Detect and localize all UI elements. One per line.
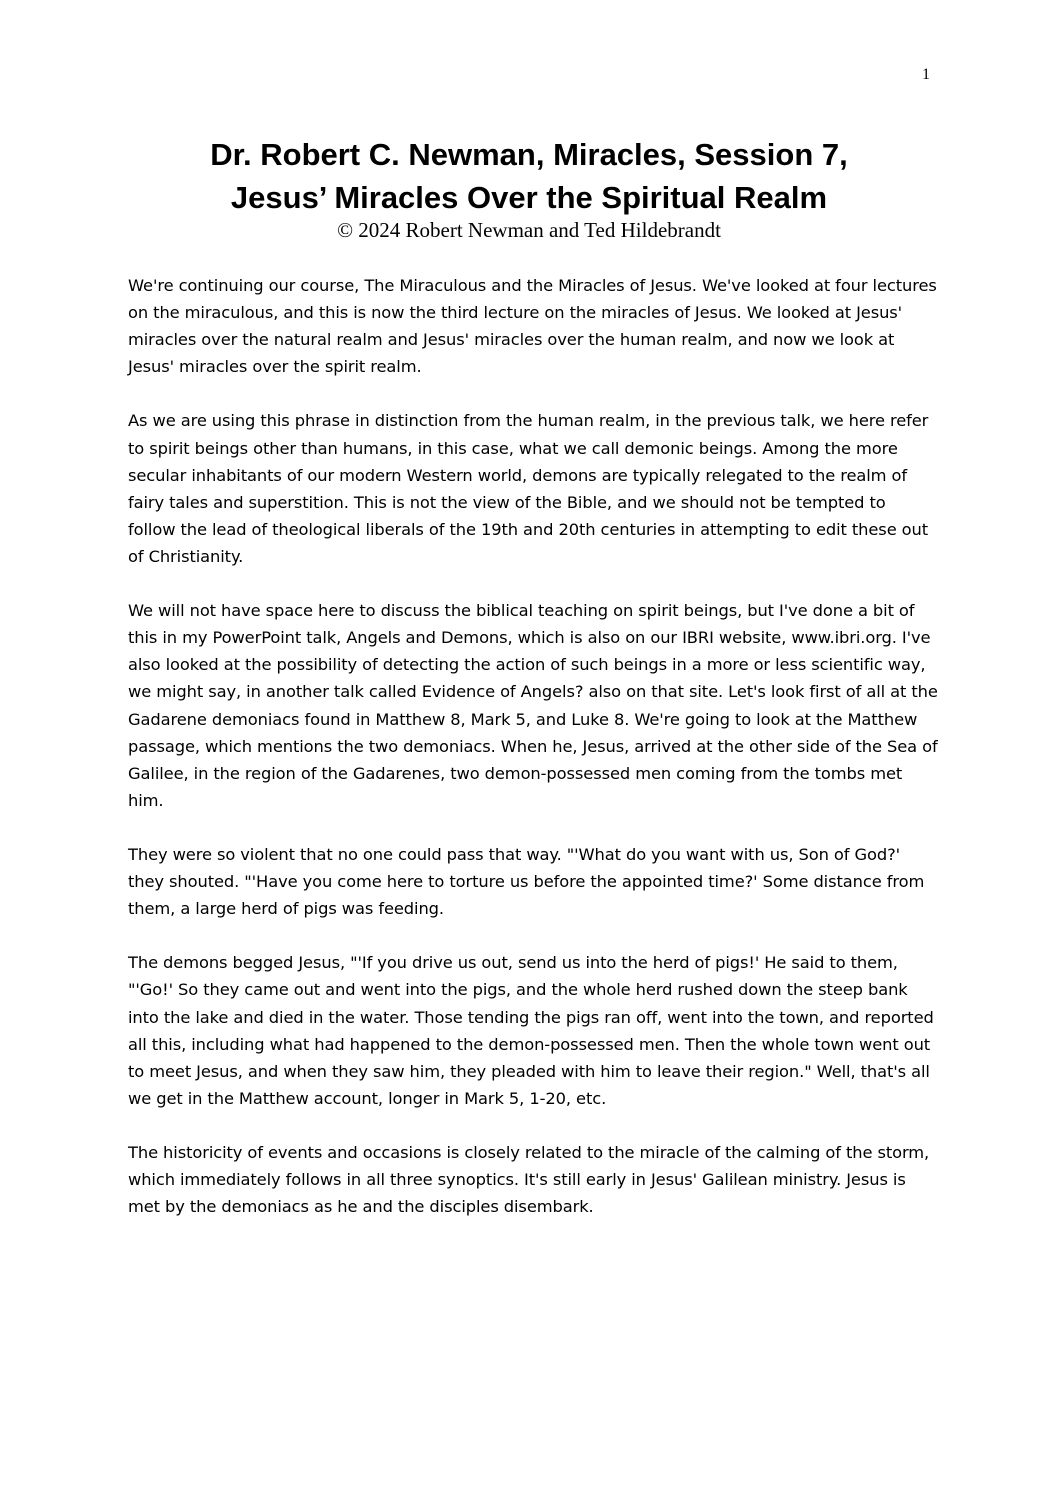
paragraph-1: We're continuing our course, The Miraculous and the Miracles of Jesus. We've looked at four lectures on the miraculous, and this is now the third lecture on the miracles of Jesus. We looked at Jesus' miracles over the natural realm and Jesus' miracles over the human realm, and now we look at Jesus' miracles over the spirit realm. <box>128 276 937 377</box>
title-line-2: Jesus’ Miracles Over the Spiritual Realm <box>230 180 828 215</box>
body-text <box>128 272 938 1247</box>
paragraph-4: They were so violent that no one could pass that way. "'What do you want with us, Son of God?' they shouted. "'Have you come here to torture us before the appointed time?' Some distance from them, a large herd of pigs was feeding. <box>128 844 925 919</box>
title-block <box>100 133 958 241</box>
paragraph-2: As we are using this phrase in distinction from the human realm, in the previous talk, we here refer to spirit beings other than humans, in this case, what we call demonic beings. Among the more secular inhabitants of our modern Western world, demons are typically relegated to the realm of fairy tales and superstition. This is not the view of the Bible, and we should not be tempted to follow the lead of theological liberals of the 19th and 20th centuries in attempting to edit these out of Christianity. <box>128 411 929 566</box>
page-number: 1 <box>922 66 930 83</box>
title-line-1: Dr. Robert C. Newman, Miracles, Session 7, <box>210 137 848 172</box>
paragraph-3: We will not have space here to discuss the biblical teaching on spirit beings, but I've done a bit of this in my PowerPoint talk, Angels and Demons, which is also on our IBRI website, www.ibri.org. I've also looked at the possibility of detecting the action of such beings in a more or less scientific way, we might say, in another talk called Evidence of Angels? also on that site. Let's look first of all at the Gadarene demoniacs found in Matthew 8, Mark 5, and Luke 8. We're going to look at the Matthew passage, which mentions the two demoniacs. When he, Jesus, arrived at the other side of the Sea of Galilee, in the region of the Gadarenes, two demon-possessed men coming from the tombs met him. <box>128 601 938 810</box>
paragraph-6: The historicity of events and occasions is closely related to the miracle of the calming of the storm, which immediately follows in all three synoptics. It's still early in Jesus' Galilean ministry. Jesus is met by the demoniacs as he and the disciples disembark. <box>128 1143 930 1217</box>
paragraph-5: The demons begged Jesus, "'If you drive us out, send us into the herd of pigs!' He said to them, "'Go!' So they came out and went into the pigs, and the whole herd rushed down the steep bank into the lake and died in the water. Those tending the pigs ran off, went into the town, and reported all this, including what had happened to the demon-possessed men. Then the whole town went out to meet Jesus, and when they saw him, they pleaded with him to leave their region." Well, that's all we get in the Matthew account, longer in Mark 5, 1-20, etc. <box>128 953 934 1108</box>
copyright-notice: © 2024 Robert Newman and Ted Hildebrandt <box>337 218 721 242</box>
